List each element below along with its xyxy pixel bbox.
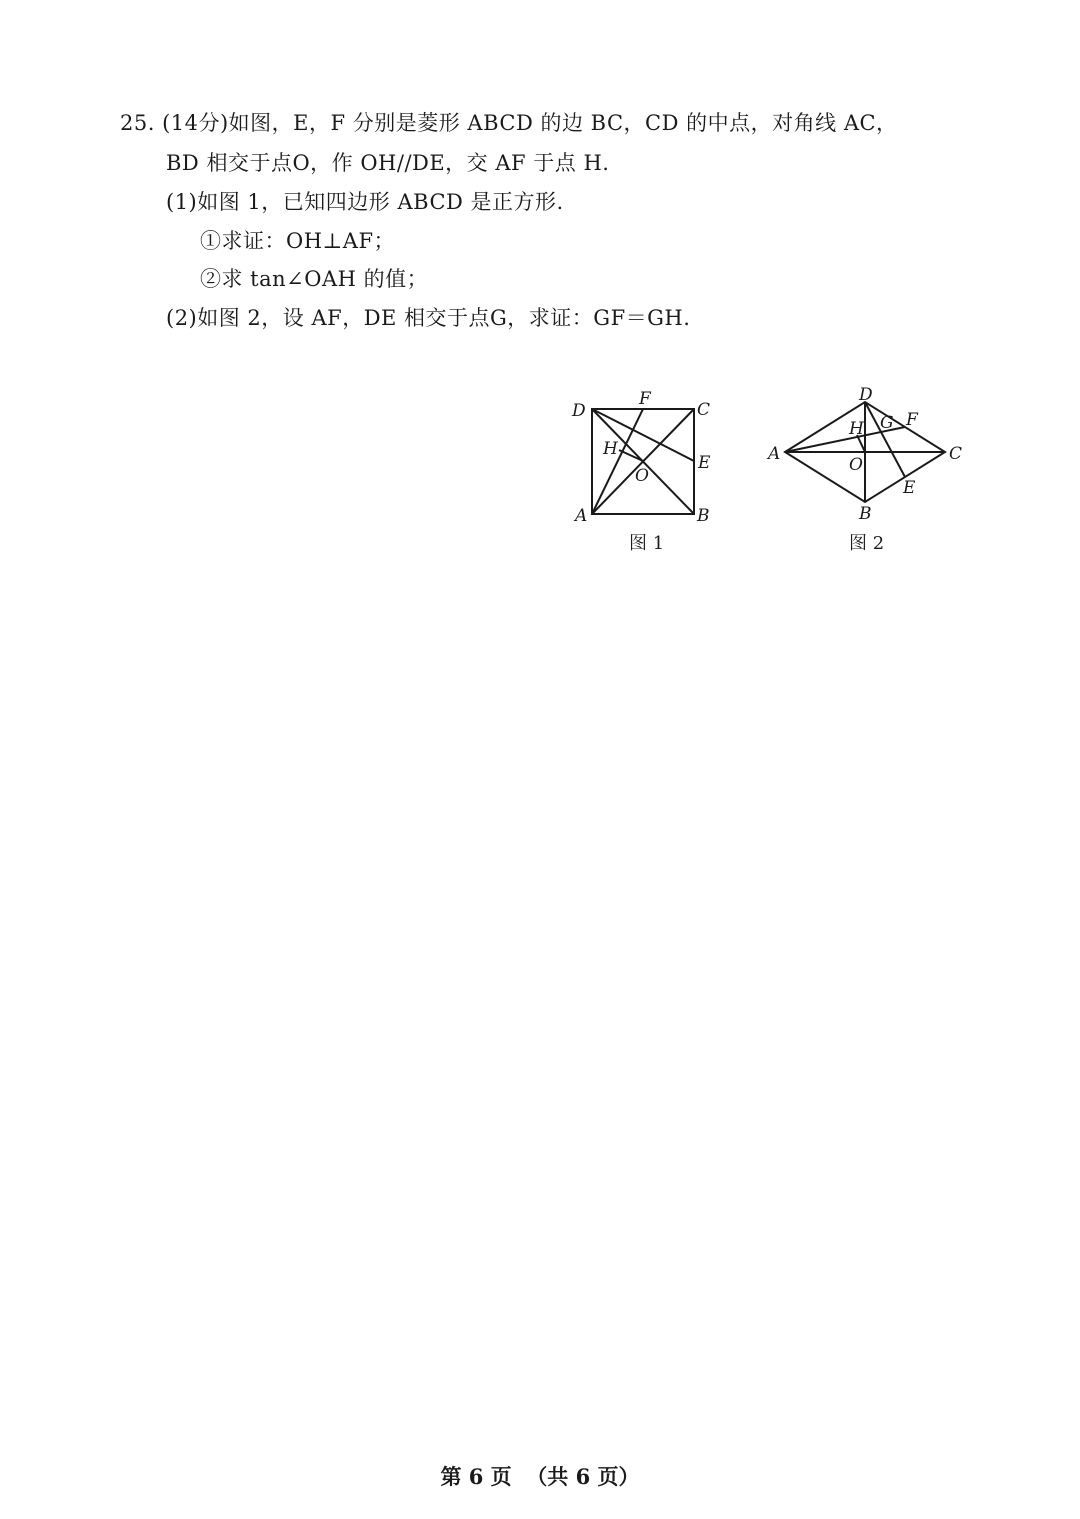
label-a: A xyxy=(575,506,588,526)
label-g: G xyxy=(880,413,894,433)
label-c: C xyxy=(697,400,711,420)
page-footer: 第 6 页 （共 6 页） xyxy=(440,1464,640,1489)
label-h: H xyxy=(849,419,864,439)
label-a: A xyxy=(768,444,781,464)
label-f: F xyxy=(639,389,651,409)
problem-statement-line-2: BD 相交于点O，作 OH//DE，交 AF 于点 H. xyxy=(166,151,610,175)
figure-1 xyxy=(560,384,720,529)
figure-2-caption: 图 2 xyxy=(849,533,885,554)
label-f: F xyxy=(906,410,918,430)
label-e: E xyxy=(903,478,916,498)
label-c: C xyxy=(949,444,963,464)
label-o: O xyxy=(849,455,863,475)
problem-statement-line-1: 25. (14分)如图，E，F 分别是菱形 ABCD 的边 BC，CD 的中点，对角线 AC， xyxy=(120,111,898,135)
figure-1-diagram xyxy=(560,384,720,529)
label-b: B xyxy=(859,504,872,524)
part-2-statement: (2)如图 2，设 AF，DE 相交于点G，求证：GF＝GH. xyxy=(166,306,691,330)
figure-2 xyxy=(765,384,970,524)
label-o: O xyxy=(635,466,649,486)
label-h: H xyxy=(603,439,618,459)
segment-af xyxy=(592,409,643,514)
part-1-subquestion-2: ②求 tan∠OAH 的值； xyxy=(200,267,429,291)
part-1-subquestion-1: ①求证：OH⊥AF； xyxy=(200,229,396,253)
label-d: D xyxy=(572,401,586,421)
figure-1-caption: 图 1 xyxy=(629,533,665,554)
part-1-statement: (1)如图 1，已知四边形 ABCD 是正方形. xyxy=(166,190,564,214)
label-b: B xyxy=(697,506,710,526)
segment-oh xyxy=(619,450,643,461)
label-d: D xyxy=(859,385,873,405)
label-e: E xyxy=(698,453,711,473)
figure-2-diagram xyxy=(765,384,970,524)
